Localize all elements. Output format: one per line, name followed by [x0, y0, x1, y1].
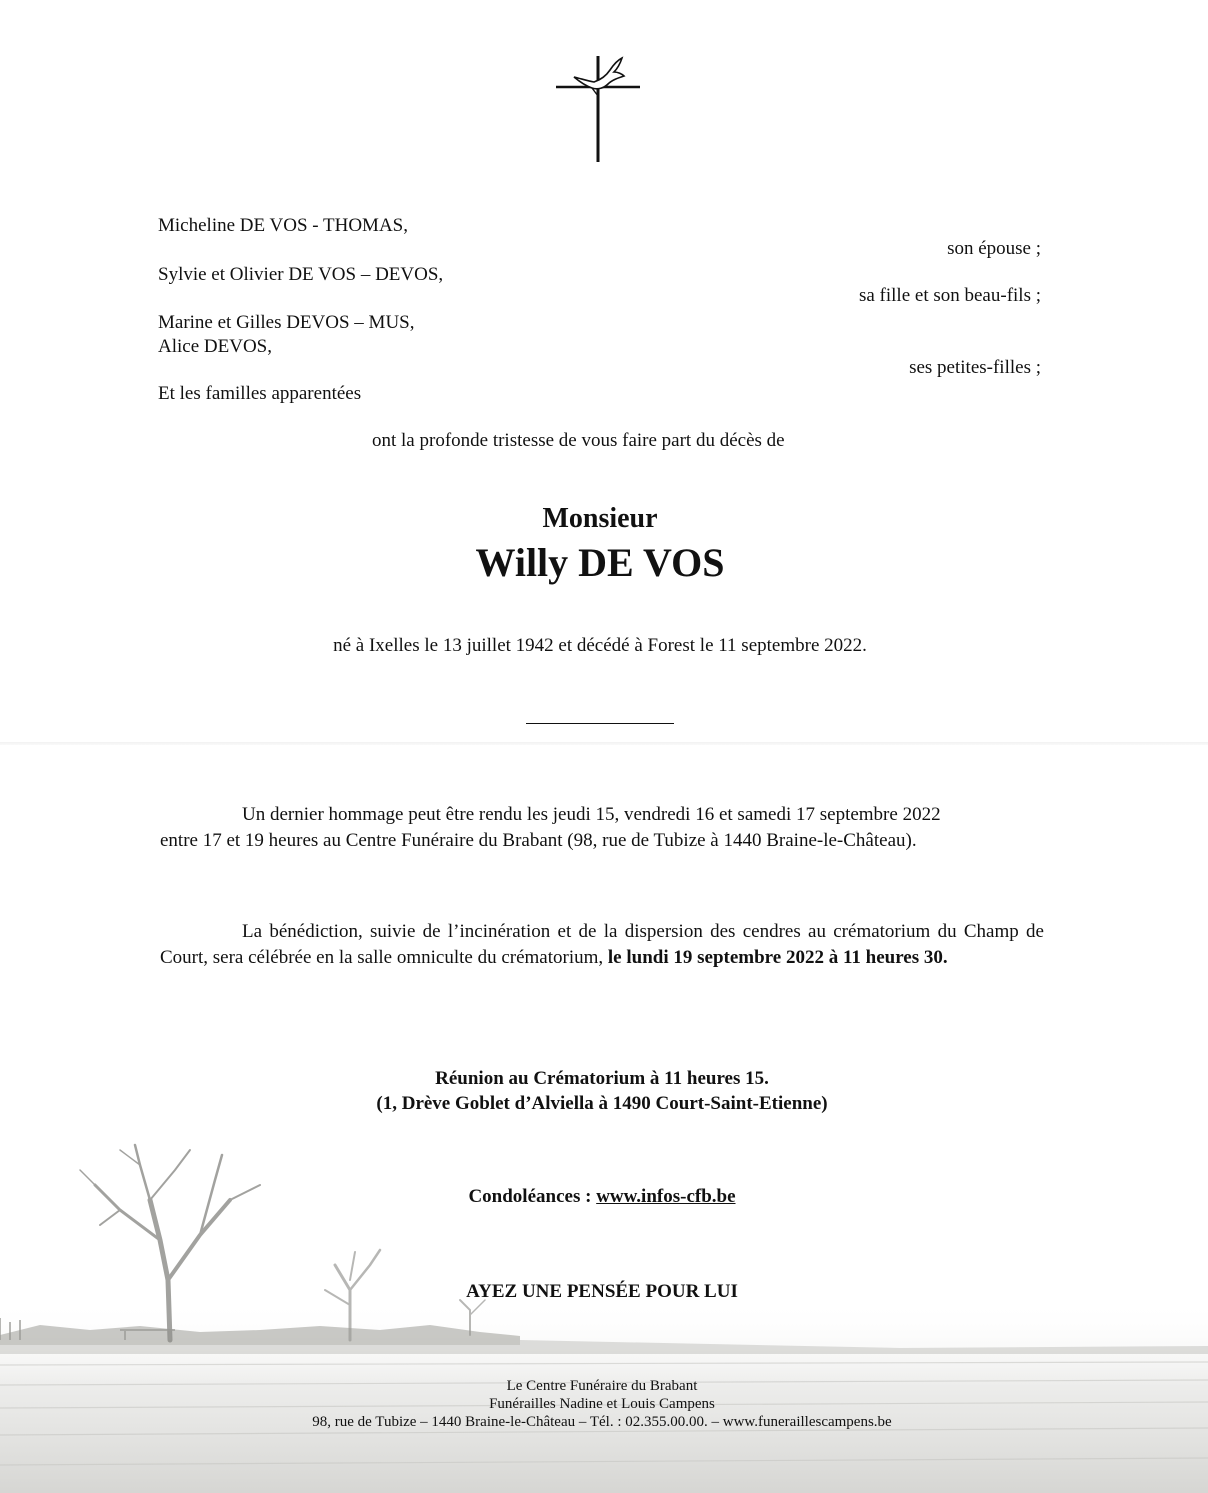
closing-text: AYEZ UNE PENSÉE POUR LUI: [466, 1281, 738, 1302]
ceremony-date: le lundi 19 septembre 2022 à 11 heures 30.: [607, 947, 948, 968]
footer-line-2: Funérailles Nadine et Louis Campens: [489, 1396, 715, 1412]
family-relation-daughter: sa fille et son beau-fils ;: [858, 285, 1041, 306]
family-relation-wife: son épouse ;: [947, 238, 1041, 259]
condolences-label: Condoléances :: [468, 1186, 597, 1207]
family-relation-granddaughters: ses petites-filles ;: [909, 357, 1041, 378]
footer-line-3: 98, rue de Tubize – 1440 Braine-le-Château – Tél. : 02.355.00.00. – www.funeraillescampens.be: [312, 1414, 892, 1430]
separator-line: [526, 723, 674, 724]
deceased-dates: né à Ixelles le 13 juillet 1942 et décédé à Forest le 11 septembre 2022.: [333, 635, 867, 656]
hommage-block: [160, 802, 1044, 854]
condolences-link[interactable]: www.infos-cfb.be: [596, 1186, 736, 1207]
ceremony-paragraph: [160, 919, 1044, 971]
meeting-line-2: (1, Drève Goblet d’Alviella à 1490 Court-Saint-Etienne): [376, 1093, 828, 1114]
hommage-line-1: Un dernier hommage peut être rendu les jeudi 15, vendredi 16 et samedi 17 septembre 2022: [242, 804, 941, 825]
family-name-granddaughter-1: Marine et Gilles DEVOS – MUS,: [158, 312, 415, 333]
family-name-granddaughter-2: Alice DEVOS,: [158, 336, 272, 357]
condolences-line: [0, 1186, 1204, 1208]
deceased-title: Monsieur: [542, 503, 658, 534]
footer-line-1: Le Centre Funéraire du Brabant: [506, 1378, 698, 1394]
deceased-name: Willy DE VOS: [475, 540, 725, 585]
announcement-text: ont la profonde tristesse de vous faire part du décès de: [372, 430, 785, 451]
meeting-line-1: Réunion au Crématorium à 11 heures 15.: [435, 1068, 769, 1089]
family-name-relatives: Et les familles apparentées: [158, 383, 362, 404]
page-fold: [0, 742, 1208, 745]
hommage-line-2: entre 17 et 19 heures au Centre Funéraire du Brabant (98, rue de Tubize à 1440 Braine-le-Château).: [160, 830, 917, 851]
cross-with-dove-icon: [552, 50, 644, 165]
family-name-wife: Micheline DE VOS - THOMAS,: [158, 215, 408, 236]
family-name-daughter: Sylvie et Olivier DE VOS – DEVOS,: [158, 264, 444, 285]
ceremony-text: La bénédiction, suivie de l’incinération et de la dispersion des cendres au crématorium du Champ de Court, sera célébrée en la salle omniculte du crématorium,: [160, 921, 1044, 968]
